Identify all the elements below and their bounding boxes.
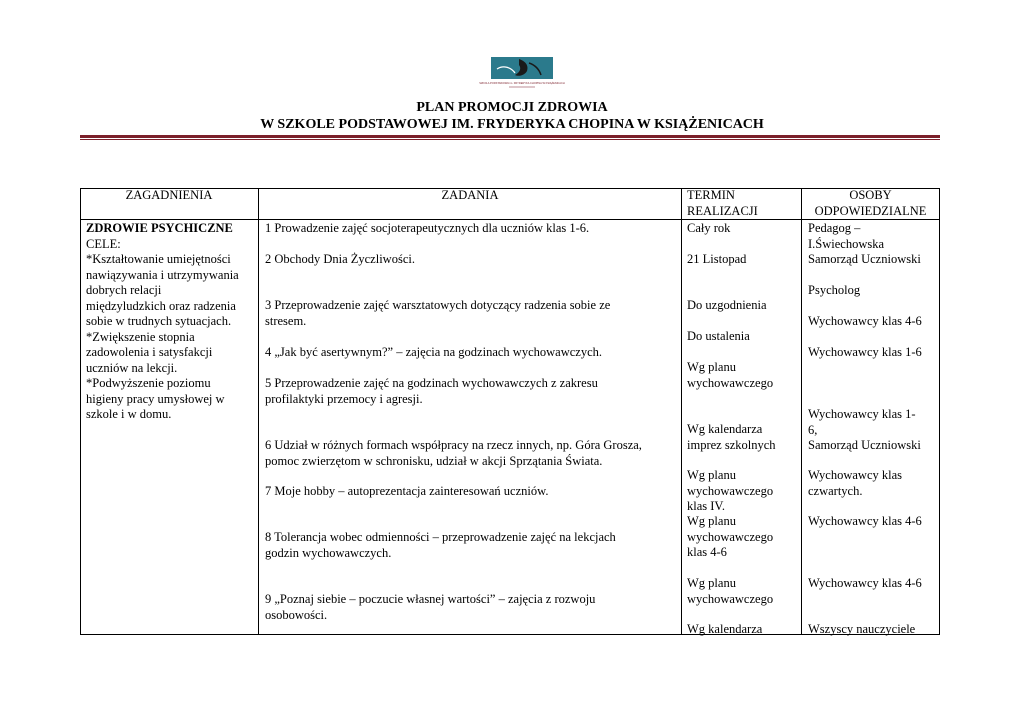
termin-column [687, 221, 799, 636]
task-item [265, 592, 595, 623]
task-item [265, 298, 610, 329]
logo-text: SZKOŁA PODSTAWOWA im. FRYDERYKA CHOPINA W KSIĄŻENICACH [479, 82, 565, 85]
task-item-line: osobowości. [265, 607, 328, 622]
task-item-line: godzin wychowawczych. [265, 545, 392, 560]
task-item-line: profilaktyki przemocy i agresji. [265, 391, 423, 406]
column-divider [681, 188, 682, 635]
responsible-item-line: Wychowawcy klas 4-6 [808, 514, 922, 528]
topic-goal-line: sobie w trudnych sytuacjach. [86, 314, 232, 328]
header-termin [687, 188, 801, 219]
deadline-item [687, 252, 746, 268]
page-title: PLAN PROMOCJI ZDROWIA [416, 100, 608, 115]
topic-goal-line: międzyludzkich oraz radzenia [86, 298, 236, 313]
task-item-line: 4 „Jak być asertywnym?” – zajęcia na godzinach wychowawczych. [265, 345, 602, 359]
table-border-left [80, 188, 81, 635]
header-osoby-line: OSOBY [849, 188, 892, 202]
responsible-item-line: Samorząd Uczniowski [808, 438, 921, 452]
deadline-item [687, 298, 767, 314]
school-logo [479, 55, 565, 91]
osoby-column [808, 221, 938, 636]
header-termin-line: REALIZACJI [687, 203, 758, 218]
responsible-item [808, 468, 902, 499]
deadline-item-line: Wg planu [687, 360, 736, 374]
responsible-item-line: I.Świechowska [808, 236, 885, 251]
responsible-item-line: Wszyscy nauczyciele [808, 622, 916, 636]
header-zagadnienia: ZAGADNIENIA [125, 188, 213, 202]
deadline-item [687, 576, 773, 607]
task-item [265, 376, 598, 407]
task-item-line: 2 Obchody Dnia Życzliwości. [265, 252, 415, 266]
topic-goal-line: dobrych relacji [86, 283, 162, 297]
topic-goal-line: szkole i w domu. [86, 407, 172, 421]
task-item-line: 7 Moje hobby – autoprezentacja zainteresowań uczniów. [265, 484, 549, 498]
responsible-item [808, 345, 922, 361]
task-item-line: 5 Przeprowadzenie zajęć na godzinach wychowawczych z zakresu [265, 376, 598, 390]
deadline-item-line: klas IV. [687, 499, 725, 513]
deadline-item [687, 622, 762, 638]
task-item [265, 252, 415, 268]
task-item-line: 9 „Poznaj siebie – poczucie własnej wartości” – zajęcia z rozwoju [265, 592, 596, 606]
responsible-item [808, 514, 922, 530]
deadline-item [687, 360, 773, 391]
deadline-item-line: Wg planu [687, 468, 736, 482]
topic-title: ZDROWIE PSYCHICZNE [86, 221, 233, 235]
responsible-item-line: 6, [808, 422, 818, 437]
responsible-item-line: Wychowawcy klas 4-6 [808, 314, 922, 328]
deadline-item-line: 21 Listopad [687, 252, 747, 266]
deadline-item-line: Wg kalendarza [687, 422, 763, 436]
deadline-item [687, 422, 776, 453]
topic-goal-line: uczniów na lekcji. [86, 360, 178, 375]
deadline-item [687, 468, 773, 515]
task-item-line: 8 Tolerancja wobec odmienności – przeprowadzenie zajęć na lekcjach [265, 530, 616, 544]
responsible-item-line: Pedagog – [808, 221, 861, 235]
responsible-item [808, 622, 915, 638]
deadline-item-line: klas 4-6 [687, 545, 727, 559]
responsible-item [808, 283, 860, 299]
task-item [265, 221, 589, 237]
deadline-item-line: imprez szkolnych [687, 437, 776, 452]
zagadnienia-cell [86, 221, 256, 423]
title-rule [80, 135, 940, 138]
topic-goal-line: *Zwiększenie stopnia [86, 329, 195, 344]
deadline-item-line: wychowawczego [687, 483, 774, 498]
deadline-item-line: wychowawczego [687, 529, 774, 544]
task-item-line: 6 Udział w różnych formach współpracy na rzecz innych, np. Góra Grosza, [265, 438, 642, 452]
responsible-item [808, 407, 921, 454]
topic-goal-line: nawiązywania i utrzymywania [86, 267, 239, 282]
responsible-item-line: Samorząd Uczniowski [808, 252, 921, 266]
deadline-item-line: Cały rok [687, 221, 731, 235]
header-osoby [802, 188, 939, 219]
responsible-item [808, 314, 922, 330]
responsible-item [808, 221, 921, 268]
deadline-item-line: Do ustalenia [687, 329, 750, 343]
task-item [265, 484, 548, 500]
responsible-item-line: czwartych. [808, 483, 863, 498]
table-border-right [939, 188, 940, 635]
deadline-item [687, 329, 750, 345]
task-item [265, 438, 642, 469]
topic-goal-line: *Kształtowanie umiejętności [86, 252, 231, 266]
header-zadania: ZADANIA [441, 188, 499, 202]
deadline-item-line: Do uzgodnienia [687, 298, 767, 312]
title-rule-thin [80, 139, 940, 140]
topic-goal-line: CELE: [86, 236, 121, 251]
header-osoby-line: ODPOWIEDZIALNE [814, 203, 927, 218]
task-item-line: 3 Przeprowadzenie zajęć warsztatowych dotyczący radzenia sobie ze [265, 298, 611, 312]
topic-goal-line: zadowolenia i satysfakcji [86, 345, 213, 359]
plan-table [80, 188, 940, 635]
responsible-item-line: Wychowawcy klas 1-6 [808, 345, 922, 359]
task-item [265, 345, 602, 361]
task-item-line: 1 Prowadzenie zajęć socjoterapeutycznych dla uczniów klas 1-6. [265, 221, 590, 235]
topic-goal-line: *Podwyższenie poziomu [86, 376, 211, 390]
responsible-item-line: Wychowawcy klas 4-6 [808, 576, 922, 590]
table-header-divider [80, 219, 940, 220]
task-item-line: stresem. [265, 313, 307, 328]
task-item [265, 530, 616, 561]
deadline-item-line: wychowawczego [687, 375, 774, 390]
column-divider [258, 188, 259, 635]
zadania-column [265, 221, 679, 631]
task-item-line: pomoc zwierzętom w schronisku, udział w akcji Sprzątania Świata. [265, 453, 603, 468]
topic-goal-line: higieny pracy umysłowej w [86, 391, 225, 406]
deadline-item-line: Wg kalendarza [687, 622, 763, 636]
column-divider [801, 188, 802, 635]
responsible-item-line: Wychowawcy klas 1- [808, 407, 916, 421]
page-subtitle: W SZKOLE PODSTAWOWEJ IM. FRYDERYKA CHOPINA W KSIĄŻENICACH [260, 117, 764, 132]
responsible-item-line: Psycholog [808, 283, 861, 297]
responsible-item [808, 576, 922, 592]
deadline-item [687, 514, 773, 561]
responsible-item-line: Wychowawcy klas [808, 468, 903, 482]
deadline-item-line: Wg planu [687, 576, 736, 590]
deadline-item [687, 221, 730, 237]
header-termin-line: TERMIN [687, 188, 735, 202]
deadline-item-line: wychowawczego [687, 591, 774, 606]
deadline-item-line: Wg planu [687, 514, 736, 528]
